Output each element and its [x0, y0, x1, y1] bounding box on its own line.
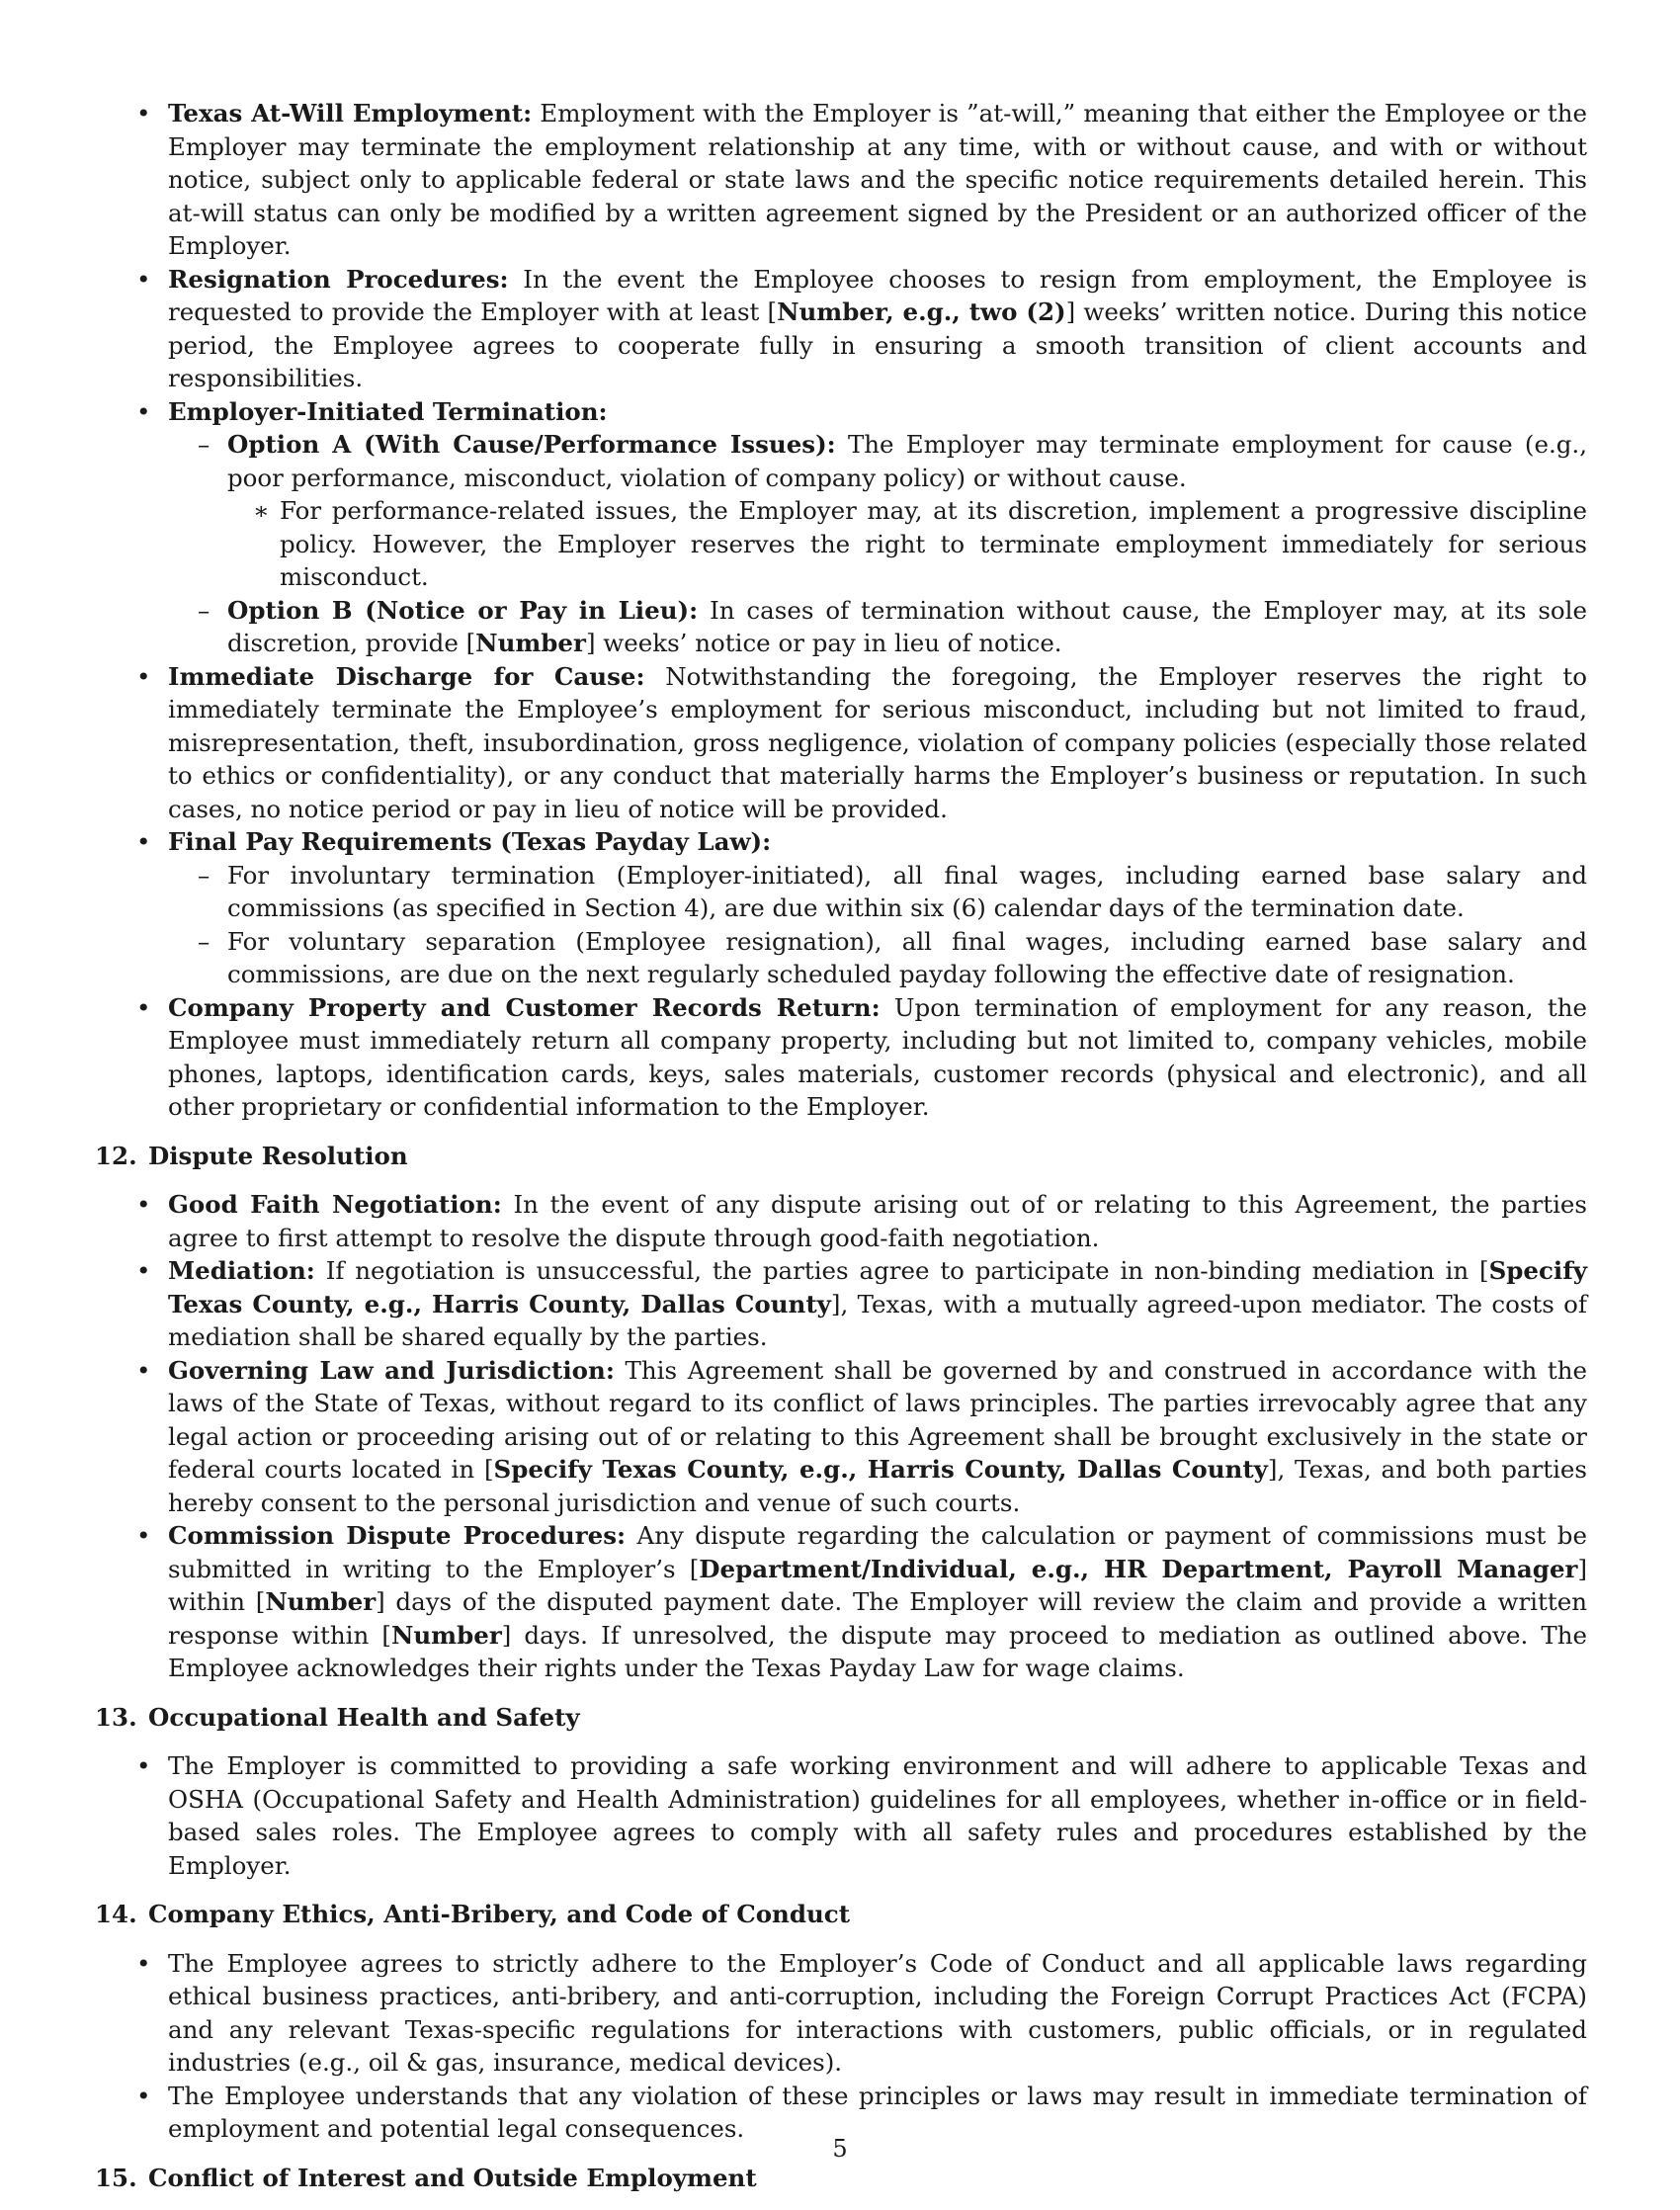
item-text: ] within [ — [168, 1554, 1587, 1616]
item-text: ] weeks’ notice or pay in lieu of notice. — [585, 629, 1062, 657]
governing-law-item — [95, 1354, 1587, 1520]
section-number: 14. — [95, 1900, 137, 1928]
section-number: 13. — [95, 1702, 137, 1732]
section-number: 12. — [95, 1141, 137, 1170]
at-will-item — [95, 97, 1587, 263]
section-title: Company Ethics, Anti-Bribery, and Code of Conduct — [148, 1900, 851, 1928]
item-text: Any dispute regarding the calculation or payment of commissions must be submitted in writing to the Employer’s [ — [168, 1521, 1587, 1583]
item-text: Upon termination of employment for any reason, the Employee must immediately return all company property, including but not limited to, company vehicles, mobile phones, laptops, identification cards, keys, sales materials, customer records (physical and electronic), and all other proprietary or confidential information to the Employer. — [168, 992, 1587, 1121]
final-pay-voluntary: – For voluntary separation (Employee resignation), all final wages, including earned base salary and commissions, are due on the next regularly scheduled payday following the effective date of resignation. — [168, 925, 1587, 991]
item-title: Immediate Discharge for Cause: — [168, 661, 645, 691]
health-safety-item: • The Employer is committed to providing a safe working environment and will adhere to applicable Texas and OSHA (Occupational Safety and Health Administration) guidelines for all employees, whether in-office or in field-based sales roles. The Employee agrees to comply with all safety rules and procedures established by the Employer. — [95, 1749, 1587, 1882]
termination-list — [95, 97, 1587, 1124]
placeholder: Specify Texas County, e.g., Harris County, Dallas County — [493, 1455, 1268, 1484]
ethics-list — [95, 1947, 1587, 2146]
item-text: If negotiation is unsuccessful, the parties agree to participate in non-binding mediation in [ — [314, 1256, 1489, 1285]
placeholder: Specify Texas County, e.g., Harris County, Dallas County — [168, 1256, 1587, 1318]
item-text: In the event of any dispute arising out of or relating to this Agreement, the parties agree to first attempt to resolve the dispute through good-faith negotiation. — [168, 1190, 1588, 1252]
section-number: 15. — [95, 2163, 137, 2192]
employer-initiated-item — [95, 395, 1587, 660]
resignation-item — [95, 263, 1587, 395]
section-heading-14 — [95, 1898, 1587, 1931]
mediation-item — [95, 1254, 1587, 1354]
item-title: Employer-Initiated Termination: — [168, 396, 608, 426]
section-title: Dispute Resolution — [148, 1141, 408, 1170]
option-a-subitem: ∗ For performance-related issues, the Employer may, at its discretion, implement a progressive discipline policy. However, the Employer reserves the right to terminate employment immediately for serious misconduct. — [227, 494, 1587, 594]
placeholder: Department/Individual, e.g., HR Department, Payroll Manager — [699, 1554, 1578, 1583]
placeholder: Number — [265, 1587, 377, 1616]
placeholder: Number — [475, 629, 586, 657]
item-title: Option B (Notice or Pay in Lieu): — [227, 595, 699, 625]
section-heading-15 — [95, 2162, 1587, 2195]
item-title: Resignation Procedures: — [168, 264, 509, 294]
good-faith-item — [95, 1188, 1587, 1254]
health-safety-list — [95, 1749, 1587, 1882]
commission-dispute-item — [95, 1519, 1587, 1685]
final-pay-list — [168, 859, 1587, 991]
section-heading-13 — [95, 1701, 1587, 1735]
section-title: Conflict of Interest and Outside Employment — [148, 2163, 757, 2192]
final-pay-item — [95, 825, 1587, 991]
option-b-item — [168, 594, 1587, 660]
item-title: Mediation: — [168, 1256, 315, 1285]
ethics-item: • The Employee understands that any violation of these principles or laws may result in immediate termination of employment and potential legal consequences. — [95, 2080, 1587, 2146]
dispute-resolution-list — [95, 1188, 1587, 1685]
item-text: In cases of termination without cause, the Employer may, at its sole discretion, provide [ — [227, 595, 1587, 657]
item-text: The Employer may terminate employment for cause (e.g., poor performance, misconduct, violation of company policy) or without cause. — [227, 430, 1587, 492]
final-pay-involuntary: – For involuntary termination (Employer-initiated), all final wages, including earned base salary and commissions (as specified in Section 4), are due within six (6) calendar days of the termination date. — [168, 859, 1587, 925]
item-text: ] weeks’ written notice. During this notice period, the Employee agrees to cooperate fully in ensuring a smooth transition of client accounts and responsibilities. — [168, 298, 1587, 392]
section-title: Occupational Health and Safety — [148, 1702, 580, 1732]
item-text: ], Texas, and both parties hereby consent to the personal jurisdiction and venue of such courts. — [168, 1455, 1587, 1517]
item-text: In the event the Employee chooses to resign from employment, the Employee is requested to provide the Employer with at least [ — [168, 264, 1587, 326]
item-title: Governing Law and Jurisdiction: — [168, 1355, 615, 1385]
placeholder: Number — [390, 1620, 502, 1650]
page-number: 5 — [832, 2135, 848, 2163]
item-title: Commission Dispute Procedures: — [168, 1521, 627, 1550]
item-title: Company Property and Customer Records Return: — [168, 992, 881, 1022]
option-a-sublist — [227, 494, 1587, 594]
item-text: ] days. If unresolved, the dispute may proceed to mediation as outlined above. The Employee acknowledges their rights under the Texas Payday Law for wage claims. — [168, 1620, 1588, 1682]
item-text: Employment with the Employer is ”at-will,” meaning that either the Employee or the Employer may terminate the employment relationship at any time, with or without cause, and with or without notice, subject only to applicable federal or state laws and the specific notice requirements detailed herein. This at-will status can only be modified by a written agreement signed by the President or an authorized officer of the Employer. — [168, 99, 1587, 260]
property-return-item — [95, 991, 1587, 1124]
options-list — [168, 428, 1587, 660]
page-content — [95, 97, 1587, 2210]
placeholder: Number, e.g., two (2) — [777, 298, 1066, 326]
item-text: ] days of the disputed payment date. The Employer will review the claim and provide a written response within [ — [168, 1587, 1587, 1650]
item-title: Good Faith Negotiation: — [168, 1190, 502, 1219]
item-text: This Agreement shall be governed by and construed in accordance with the laws of the State of Texas, without regard to its conflict of laws principles. The parties irrevocably agree that any legal action or proceeding arising out of or relating to this Agreement shall be brought exclusively in the state or federal courts located in [ — [168, 1355, 1588, 1484]
item-title: Texas At-Will Employment: — [168, 99, 533, 128]
option-a-item — [168, 428, 1587, 594]
item-text: ], Texas, with a mutually agreed-upon mediator. The costs of mediation shall be shared equally by the parties. — [168, 1289, 1587, 1351]
ethics-item: • The Employee agrees to strictly adhere to the Employer’s Code of Conduct and all applicable laws regarding ethical business practices, anti-bribery, and anti-corruption, including the Foreign Corrupt Practices Act (FCPA) and any relevant Texas-specific regulations for interactions with customers, public officials, or in regulated industries (e.g., oil & gas, insurance, medical devices). — [95, 1947, 1587, 2080]
item-title: Final Pay Requirements (Texas Payday Law): — [168, 827, 772, 856]
section-heading-12 — [95, 1140, 1587, 1173]
immediate-discharge-item — [95, 660, 1587, 826]
item-text: Notwithstanding the foregoing, the Employer reserves the right to immediately terminate the Employee’s employment for serious misconduct, including but not limited to fraud, misrepresentation, theft, insubordination, gross negligence, violation of company policies (especially those related to ethics or confidentiality), or any conduct that materially harms the Employer’s business or reputation. In such cases, no notice period or pay in lieu of notice will be provided. — [168, 661, 1587, 823]
item-title: Option A (With Cause/Performance Issues): — [227, 430, 836, 459]
